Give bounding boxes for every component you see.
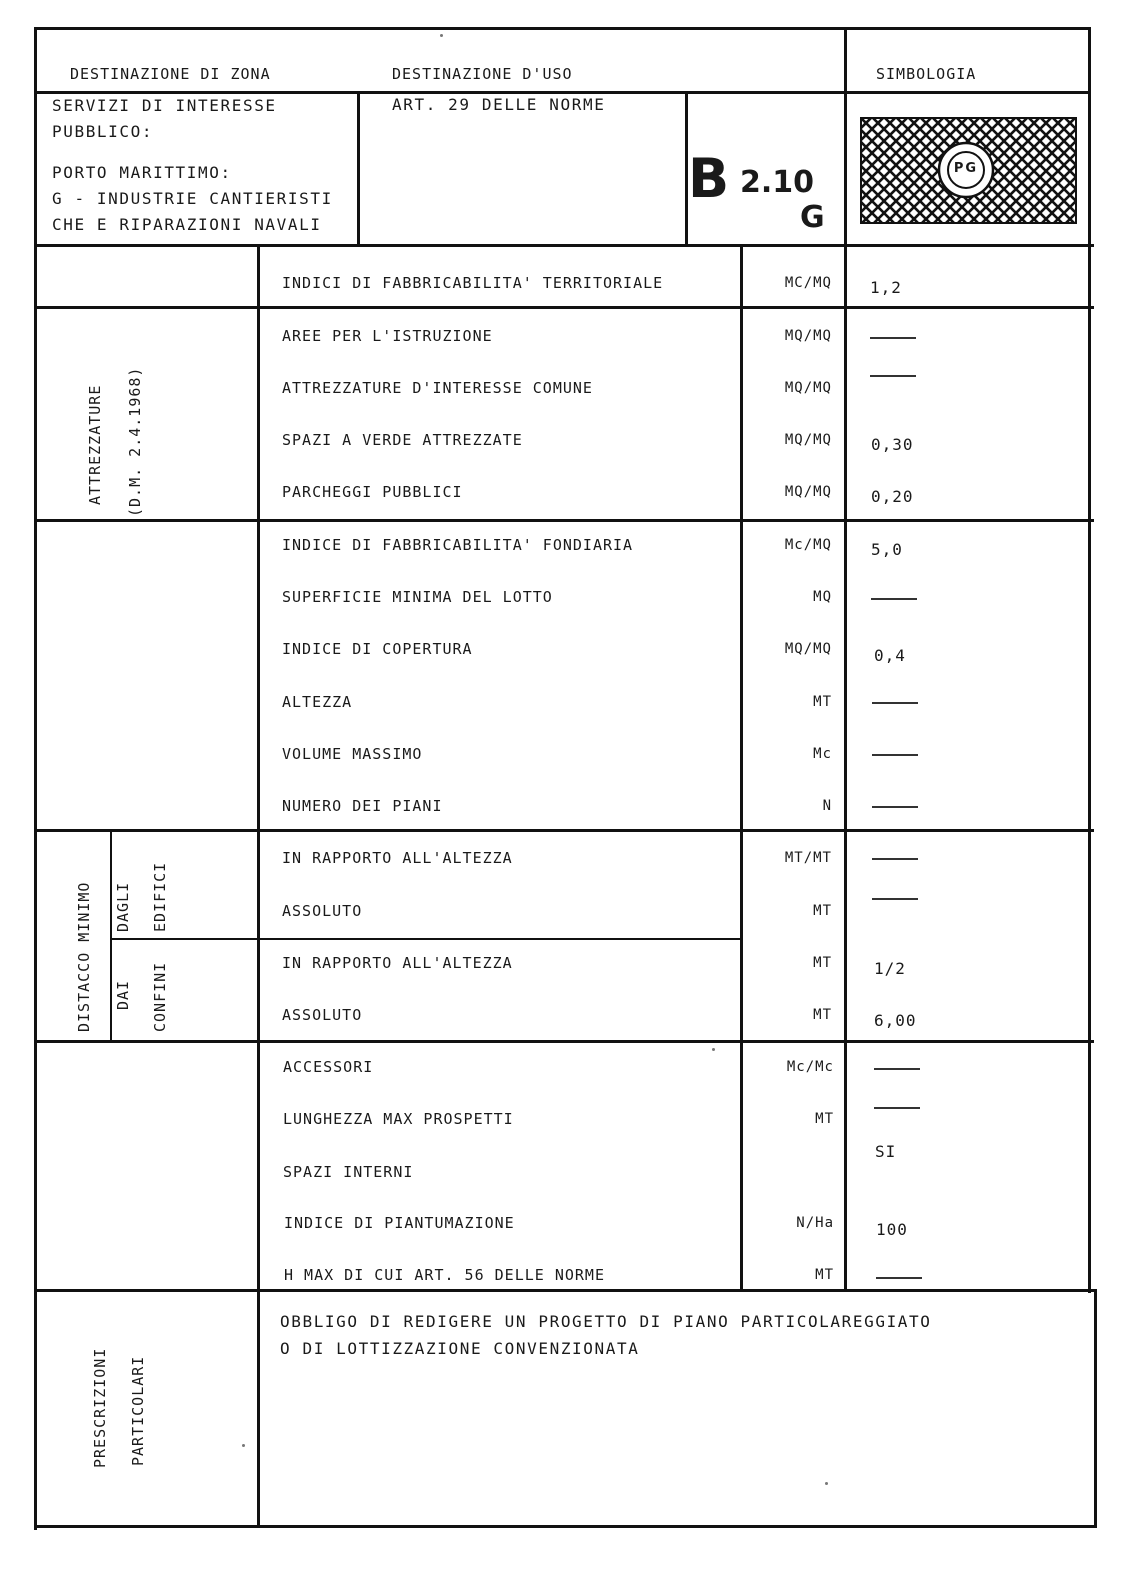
attrezzature-bottom bbox=[34, 519, 1094, 522]
scan-speck bbox=[440, 34, 443, 37]
fondiaria-label-1: INDICE DI FABBRICABILITA' FONDIARIA bbox=[282, 536, 634, 554]
attrezzature-value-2 bbox=[870, 375, 916, 377]
distacco-value-1 bbox=[872, 858, 918, 860]
fondiaria-unit-3: MQ/MQ bbox=[784, 641, 832, 657]
frame-right bbox=[1088, 27, 1091, 1293]
symbol-badge-text: PG bbox=[953, 161, 979, 176]
attrezzature-unit-1: MQ/MQ bbox=[784, 328, 832, 344]
fondiaria-unit-5: Mc bbox=[813, 746, 832, 762]
altri-label-5: H MAX DI CUI ART. 56 DELLE NORME bbox=[284, 1266, 605, 1284]
fondiaria-label-3: INDICE DI COPERTURA bbox=[282, 640, 473, 658]
altri-unit-5: MT bbox=[815, 1267, 834, 1283]
fondiaria-label-2: SUPERFICIE MINIMA DEL LOTTO bbox=[282, 588, 553, 606]
distacco-unit-2: MT bbox=[813, 903, 832, 919]
prescrizioni-title-a: PRESCRIZIONI bbox=[91, 1347, 109, 1468]
label-column-line bbox=[257, 244, 260, 1528]
use-label: DESTINAZIONE D'USO bbox=[392, 65, 573, 83]
altri-value-1 bbox=[874, 1068, 920, 1070]
attrezzature-label-3: SPAZI A VERDE ATTREZZATE bbox=[282, 431, 523, 449]
fondiaria-unit-4: MT bbox=[813, 694, 832, 710]
altri-label-2: LUNGHEZZA MAX PROSPETTI bbox=[283, 1110, 514, 1128]
territorial-unit: MC/MQ bbox=[784, 275, 832, 291]
scan-speck bbox=[712, 1048, 715, 1051]
frame-left bbox=[34, 27, 37, 1530]
distacco-label-4: ASSOLUTO bbox=[282, 1006, 363, 1024]
altri-label-1: ACCESSORI bbox=[283, 1058, 374, 1076]
distacco-edifici-b: EDIFICI bbox=[151, 861, 169, 932]
altri-label-4: INDICE DI PIANTUMAZIONE bbox=[284, 1214, 515, 1232]
fondiaria-value-5 bbox=[872, 754, 918, 756]
fondiaria-value-4 bbox=[872, 702, 918, 704]
attrezzature-value-3: 0,30 bbox=[871, 435, 914, 454]
territorial-bottom bbox=[34, 306, 1094, 309]
fondiaria-value-2 bbox=[871, 598, 917, 600]
prescrizioni-line-2: O DI LOTTIZZAZIONE CONVENZIONATA bbox=[280, 1339, 640, 1358]
distacco-mid-line bbox=[110, 938, 743, 940]
symbol-label: SIMBOLOGIA bbox=[876, 65, 977, 83]
symbol-column-line bbox=[844, 27, 847, 1291]
distacco-title: DISTACCO MINIMO bbox=[75, 881, 93, 1032]
attrezzature-label-1: AREE PER L'ISTRUZIONE bbox=[282, 327, 493, 345]
header-bottom bbox=[34, 244, 1094, 247]
attrezzature-subtitle: (D.M. 2.4.1968) bbox=[126, 366, 144, 517]
distacco-edifici-a: DAGLI bbox=[114, 881, 132, 932]
distacco-value-3: 1/2 bbox=[874, 959, 906, 978]
fondiaria-value-1: 5,0 bbox=[871, 540, 903, 559]
attrezzature-label-4: PARCHEGGI PUBBLICI bbox=[282, 483, 463, 501]
fondiaria-unit-1: Mc/MQ bbox=[784, 537, 832, 553]
distacco-unit-4: MT bbox=[813, 1007, 832, 1023]
altri-label-3: SPAZI INTERNI bbox=[283, 1163, 414, 1181]
scan-speck bbox=[242, 1444, 245, 1447]
zone-code-sub: G bbox=[800, 200, 825, 235]
zone-line-5: CHE E RIPARAZIONI NAVALI bbox=[52, 215, 322, 234]
symbol-hatch bbox=[860, 117, 1077, 224]
distacco-bottom bbox=[34, 1040, 1094, 1043]
distacco-label-2: ASSOLUTO bbox=[282, 902, 363, 920]
altri-unit-4: N/Ha bbox=[796, 1215, 834, 1231]
attrezzature-value-4: 0,20 bbox=[871, 487, 914, 506]
distacco-value-2 bbox=[872, 898, 918, 900]
zone-line-1: SERVIZI DI INTERESSE bbox=[52, 96, 277, 115]
attrezzature-unit-4: MQ/MQ bbox=[784, 484, 832, 500]
attrezzature-label-2: ATTREZZATURE D'INTERESSE COMUNE bbox=[282, 379, 593, 397]
distacco-unit-3: MT bbox=[813, 955, 832, 971]
frame-top bbox=[34, 27, 1091, 30]
altri-value-4: 100 bbox=[876, 1220, 908, 1239]
altri-value-5 bbox=[876, 1277, 922, 1279]
altri-value-3: SI bbox=[875, 1142, 897, 1161]
fondiaria-label-5: VOLUME MASSIMO bbox=[282, 745, 423, 763]
altri-unit-1: Mc/Mc bbox=[786, 1059, 834, 1075]
attrezzature-title: ATTREZZATURE bbox=[86, 384, 104, 505]
distacco-label-3: IN RAPPORTO ALL'ALTEZZA bbox=[282, 954, 513, 972]
fondiaria-unit-2: MQ bbox=[813, 589, 832, 605]
zone-code-letter: B bbox=[688, 147, 728, 210]
zone-label: DESTINAZIONE DI ZONA bbox=[70, 65, 271, 83]
distacco-confini-b: CONFINI bbox=[151, 961, 169, 1032]
territorial-value: 1,2 bbox=[870, 278, 902, 297]
fondiaria-value-3: 0,4 bbox=[874, 646, 906, 665]
territorial-label: INDICI DI FABBRICABILITA' TERRITORIALE bbox=[282, 274, 664, 292]
frame-bottom bbox=[34, 1525, 1097, 1528]
fondiaria-label-6: NUMERO DEI PIANI bbox=[282, 797, 443, 815]
use-reference: ART. 29 DELLE NORME bbox=[392, 95, 606, 114]
zone-code-number: 2.10 bbox=[740, 165, 815, 200]
altri-value-2 bbox=[874, 1107, 920, 1109]
zone-line-3: PORTO MARITTIMO: bbox=[52, 163, 232, 182]
fondiaria-value-6 bbox=[872, 806, 918, 808]
zone-line-2: PUBBLICO: bbox=[52, 122, 154, 141]
attrezzature-unit-2: MQ/MQ bbox=[784, 380, 832, 396]
distacco-confini-a: DAI bbox=[114, 979, 132, 1010]
prescrizioni-title-b: PARTICOLARI bbox=[129, 1355, 147, 1466]
distacco-subdivider bbox=[110, 829, 112, 1042]
altri-unit-2: MT bbox=[815, 1111, 834, 1127]
attrezzature-unit-3: MQ/MQ bbox=[784, 432, 832, 448]
unit-column-line bbox=[740, 244, 743, 1291]
header-divider bbox=[34, 91, 1091, 94]
scan-speck bbox=[825, 1482, 828, 1485]
attrezzature-value-1 bbox=[870, 337, 916, 339]
distacco-value-4: 6,00 bbox=[874, 1011, 917, 1030]
frame-right-lower bbox=[1094, 1291, 1097, 1526]
fondiaria-label-4: ALTEZZA bbox=[282, 693, 353, 711]
zone-line-4: G - INDUSTRIE CANTIERISTI bbox=[52, 189, 333, 208]
prescrizioni-line-1: OBBLIGO DI REDIGERE UN PROGETTO DI PIANO PARTICOLAREGGIATO bbox=[280, 1312, 932, 1331]
distacco-label-1: IN RAPPORTO ALL'ALTEZZA bbox=[282, 849, 513, 867]
fondiaria-bottom bbox=[34, 829, 1094, 832]
fondiaria-unit-6: N bbox=[822, 798, 832, 814]
distacco-unit-1: MT/MT bbox=[784, 850, 832, 866]
altri-bottom bbox=[34, 1289, 1097, 1292]
zone-use-divider bbox=[357, 91, 360, 246]
